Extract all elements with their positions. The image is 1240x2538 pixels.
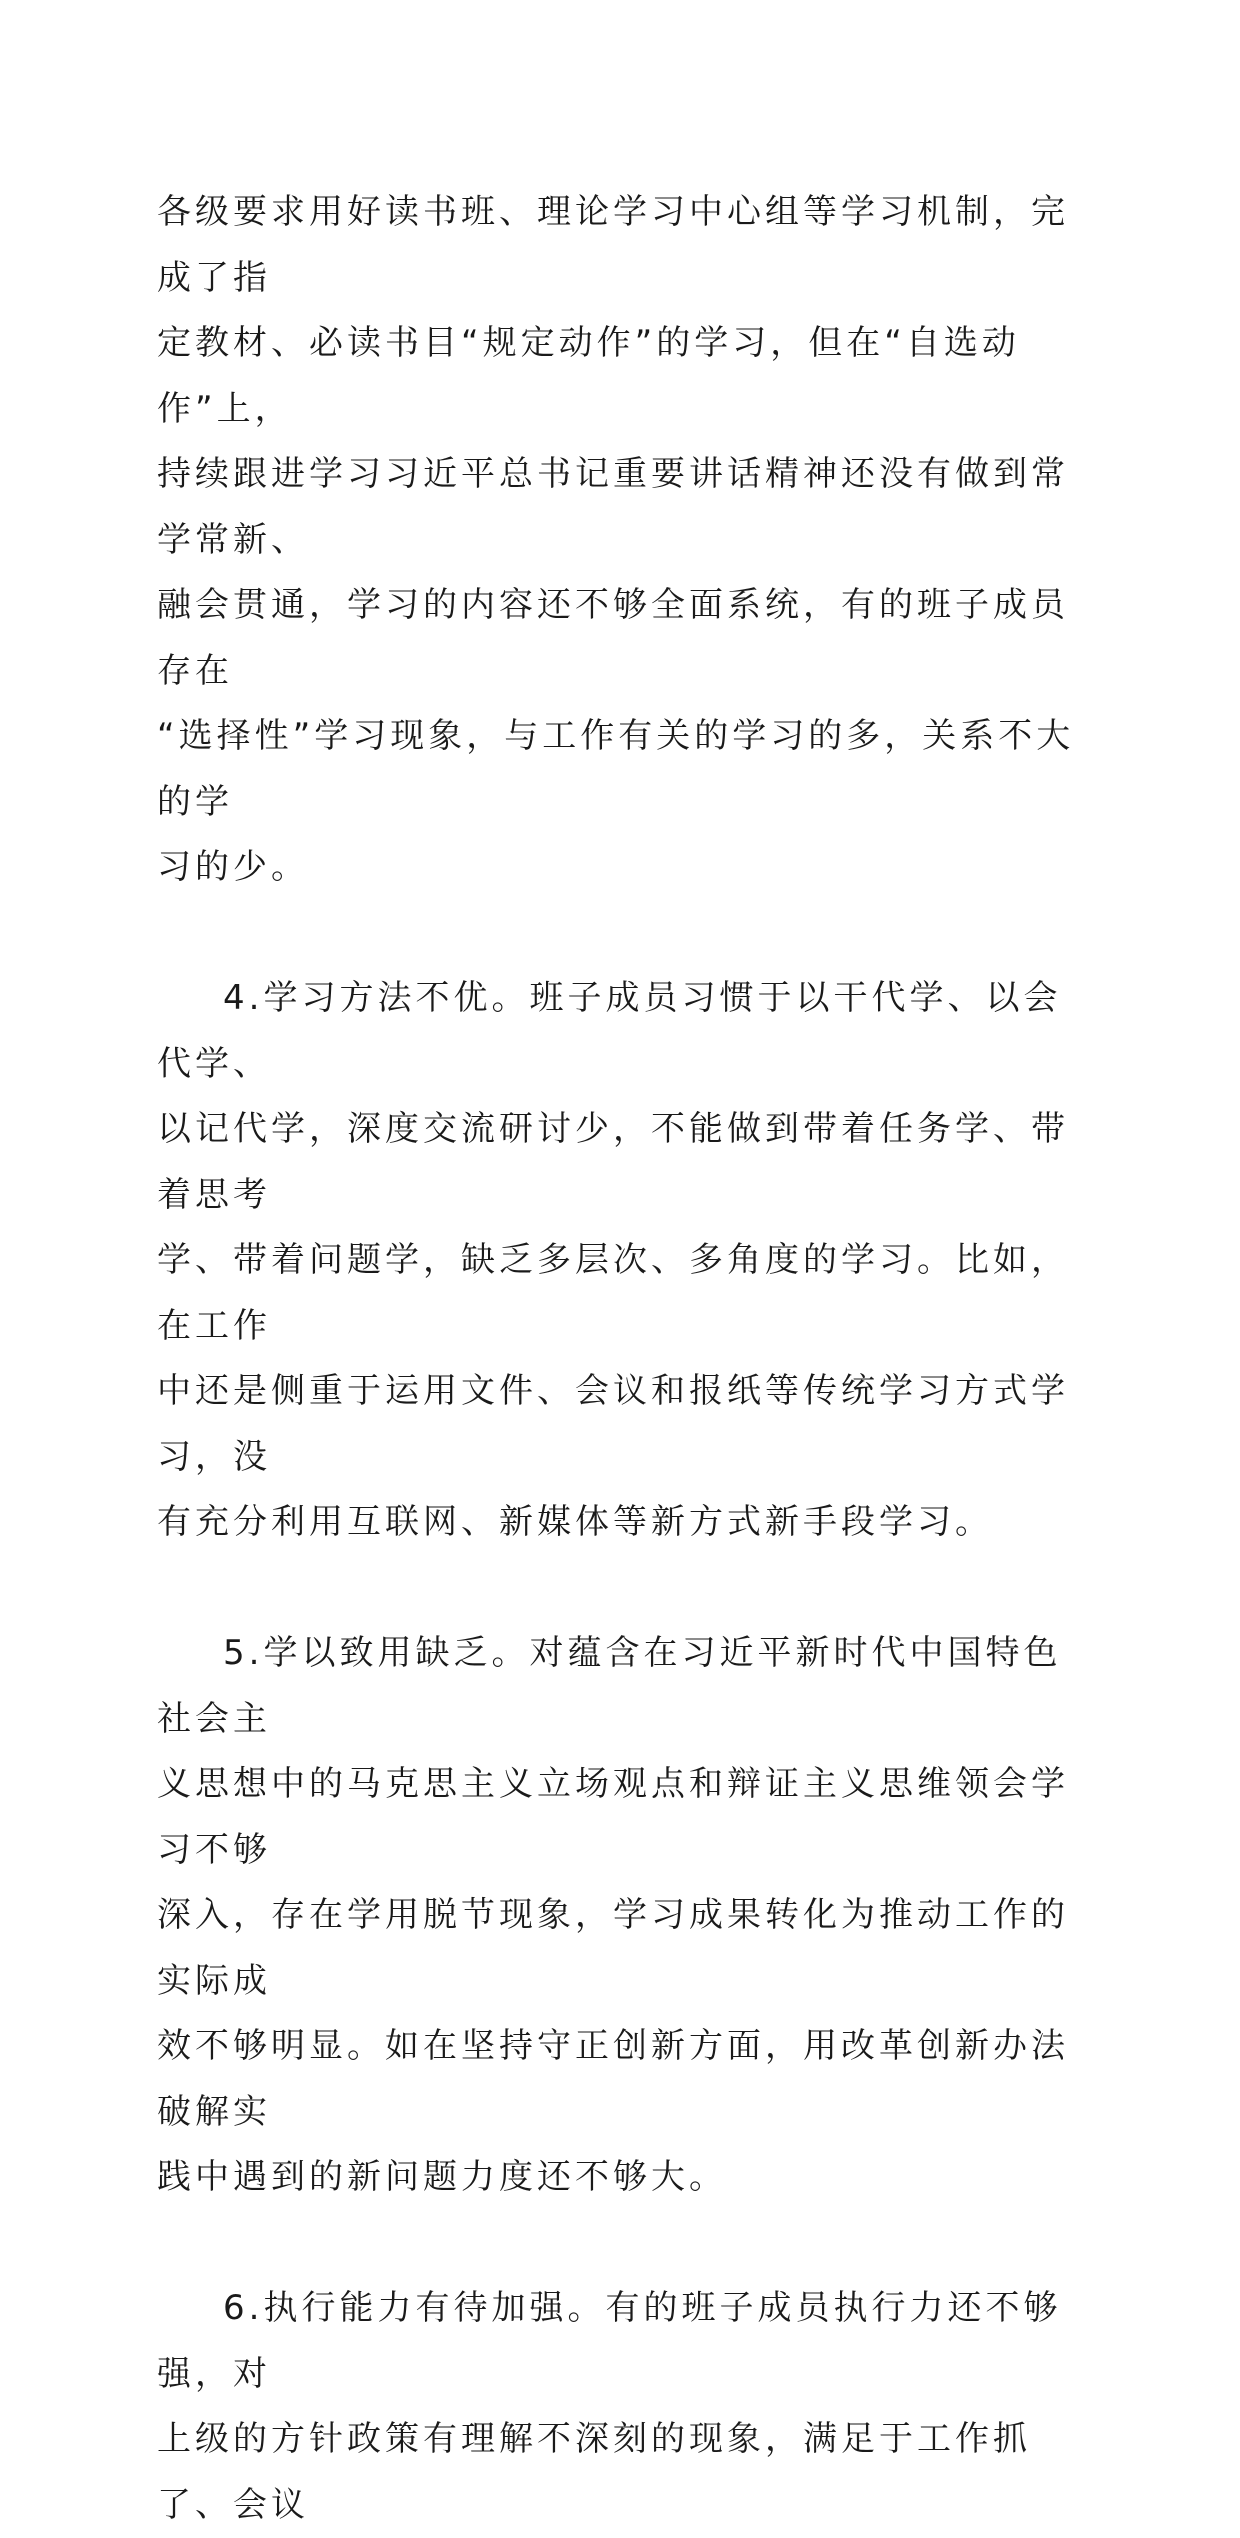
text-line: 各级要求用好读书班、理论学习中心组等学习机制，完成了指 [157,192,1069,298]
paragraph-item-4 [157,966,1097,1556]
document-body [157,180,1097,2538]
text-line: 学、带着问题学，缺乏多层次、多角度的学习。比如，在工作 [157,1240,1069,1346]
text-line: 习的少。 [157,847,309,887]
text-line: 践中遇到的新问题力度还不够大。 [157,2157,727,2197]
text-line: 义思想中的马克思主义立场观点和辩证主义思维领会学习不够 [157,1764,1069,1870]
text-line: 定教材、必读书目“规定动作”的学习，但在“自选动作”上， [157,323,1020,429]
paragraph-continuation [157,180,1097,901]
text-line: 4.学习方法不优。班子成员习惯于以干代学、以会代学、 [157,978,1062,1084]
text-line: “选择性”学习现象，与工作有关的学习的多，关系不大的学 [157,716,1075,822]
text-line: 有充分利用互联网、新媒体等新方式新手段学习。 [157,1502,993,1542]
text-line: 6.执行能力有待加强。有的班子成员执行力还不够强，对 [157,2288,1062,2394]
text-line: 5.学以致用缺乏。对蕴含在习近平新时代中国特色社会主 [157,1633,1062,1739]
text-line: 上级的方针政策有理解不深刻的现象，满足于工作抓了、会议 [157,2419,1031,2525]
text-line: 效不够明显。如在坚持守正创新方面，用改革创新办法破解实 [157,2026,1069,2132]
text-line: 中还是侧重于运用文件、会议和报纸等传统学习方式学习，没 [157,1371,1069,1477]
text-line: 持续跟进学习习近平总书记重要讲话精神还没有做到常学常新、 [157,454,1069,560]
text-line: 以记代学，深度交流研讨少，不能做到带着任务学、带着思考 [157,1109,1069,1215]
text-line: 深入，存在学用脱节现象，学习成果转化为推动工作的实际成 [157,1895,1069,2001]
paragraph-item-6 [157,2276,1097,2538]
paragraph-item-5 [157,1621,1097,2211]
text-line: 融会贯通，学习的内容还不够全面系统，有的班子成员存在 [157,585,1069,691]
